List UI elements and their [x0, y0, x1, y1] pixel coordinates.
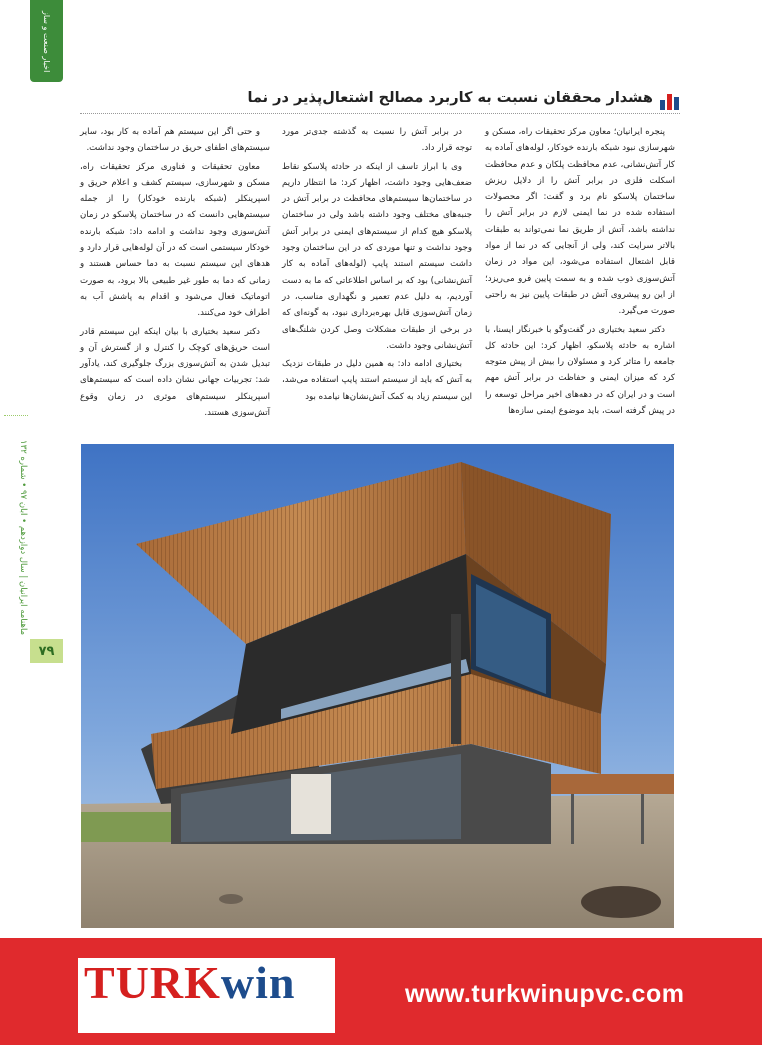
- paragraph: معاون تحقیقات و فناوری مرکز تحقیقات راه، مسکن و شهرسازی، سیستم کشف و اعلام حریق و اسپرینکلر (شبکه بارنده خودکار) را از جمله سیستم‌هایی دانست که در ساختمان پلاسکو در زمان آتش‌سوزی وجود نداشت و ادامه داد: شبکه بارنده خودکار سیستمی است که در آن لوله‌هایی قرار دارد و هدهای این سیستم نسبت به دما حساس هستند و زمانی که دما به طور غیر طبیعی بالا برود، به صورت اتوماتیک فعال می‌شود و اقدام به پاشش آب به اطراف خود می‌کنند.: [80, 161, 270, 319]
- title-divider: [80, 113, 680, 114]
- building-photo: [81, 444, 674, 928]
- bar-chart-icon: [660, 92, 680, 110]
- page-number: ۷۹: [30, 639, 63, 663]
- article-title: هشدار محققان نسبت به کاربرد مصالح اشتعال‌پذیر در نما: [247, 90, 653, 106]
- article-column-left: [80, 124, 270, 423]
- journal-info: ماهنامه ایرانیان | سال دوازدهم • آبان ۹۷ • شماره ۱۳۲: [18, 440, 28, 636]
- advertisement-url[interactable]: www.turkwinupvc.com: [405, 980, 685, 1008]
- article-header: [80, 88, 680, 114]
- paragraph: بختیاری ادامه داد: به همین دلیل در طبقات نزدیک به آتش که باید از سیستم استند پایپ استفاده می‌شد، این سیستم زیاد به کمک آتش‌نشان‌ها نیامده بود: [282, 359, 472, 402]
- building-illustration: [81, 444, 674, 928]
- section-tab: [30, 0, 63, 82]
- logo-prefix: TURK: [84, 957, 221, 1008]
- article-column-middle: [282, 124, 472, 407]
- sidebar-divider: [4, 415, 28, 416]
- paragraph: و حتی اگر این سیستم هم آماده به کار بود، سایر سیستم‌های اطفای حریق در ساختمان وجود نداشت.: [80, 127, 270, 154]
- paragraph: وی با ابراز تاسف از اینکه در حادثه پلاسکو نقاط ضعف‌هایی وجود داشت، اظهار کرد: ما انتظار داریم در ساختمان‌ها سیستم‌های محافظت در برابر آتش در جنبه‌های مختلف وجود داشته باشد ولی در ساختمان پلاسکو هیچ کدام از سیستم‌های ایمنی در برابر آتش وجود نداشت و تنها موردی که در این ساختمان وجود داشت سیستم استند پایپ (لوله‌های آماده به کار آتش‌نشانی) بود که بر اساس اطلاعاتی که ما به دست آوردیم، به دلیل عدم تعمیر و نگهداری مناسب، در زمان آتش‌سوزی قابل بهره‌برداری نبود، به گونه‌ای که در برخی از طبقات مشکلات وصل کردن شلنگ‌های آتش‌نشانی وجود داشت.: [282, 161, 472, 351]
- logo-suffix: win: [220, 957, 296, 1008]
- article-column-right: [485, 124, 675, 421]
- paragraph: پنجره ایرانیان؛ معاون مرکز تحقیقات راه، مسکن و شهرسازی نبود شبکه بارنده خودکار، لوله‌های آماده به کار آتش‌نشانی، عدم محافظت پلکان و عدم محافظت اسکلت فلزی در برابر آتش را از دلایل ریزش ساختمان پلاسکو نام برد و گفت: اگر محصولات استفاده شده در نما ایمنی لازم در برابر آتش را نداشته باشد، آتش از طریق نما نمی‌تواند به طبقات بالاتر سرایت کند، ولی از آنجایی که در نما از مواد قابل اشتعال استفاده می‌شود، این مواد در زمان آتش‌سوزی ذوب شده و به سمت پایین فرو می‌ریزد؛ از این رو پیشروی آتش در طبقات پایین نیز به راحتی صورت می‌گیرد.: [485, 127, 675, 317]
- section-label: اخبار صنعت و ساز: [42, 11, 51, 73]
- paragraph: در برابر آتش را نسبت به گذشته جدی‌تر مورد توجه قرار داد.: [282, 127, 472, 154]
- paragraph: دکتر سعید بختیاری در گفت‌وگو با خبرنگار ایسنا، با اشاره به حادثه پلاسکو، اظهار کرد: این حادثه کل جامعه را متاثر کرد و مسئولان را بیش از پیش متوجه کرد که میزان ایمنی و حفاظت در برابر آتش مهم است و در ایران که در دهه‌های اخیر مراحل توسعه را در پیش گرفته است، باید موضوع ایمنی سازه‌ها: [485, 324, 675, 417]
- paragraph: دکتر سعید بختیاری با بیان اینکه این سیستم قادر است حریق‌های کوچک را کنترل و از گسترش آن و تبدیل شدن به آتش‌سوزی بزرگ جلوگیری کند، یادآور شد: تجربیات جهانی نشان داده است که سیستم‌های اسپرینکلر سیستم‌های موثری در زمان وقوع آتش‌سوزی هستند.: [80, 326, 270, 419]
- brand-logo: [84, 956, 296, 1009]
